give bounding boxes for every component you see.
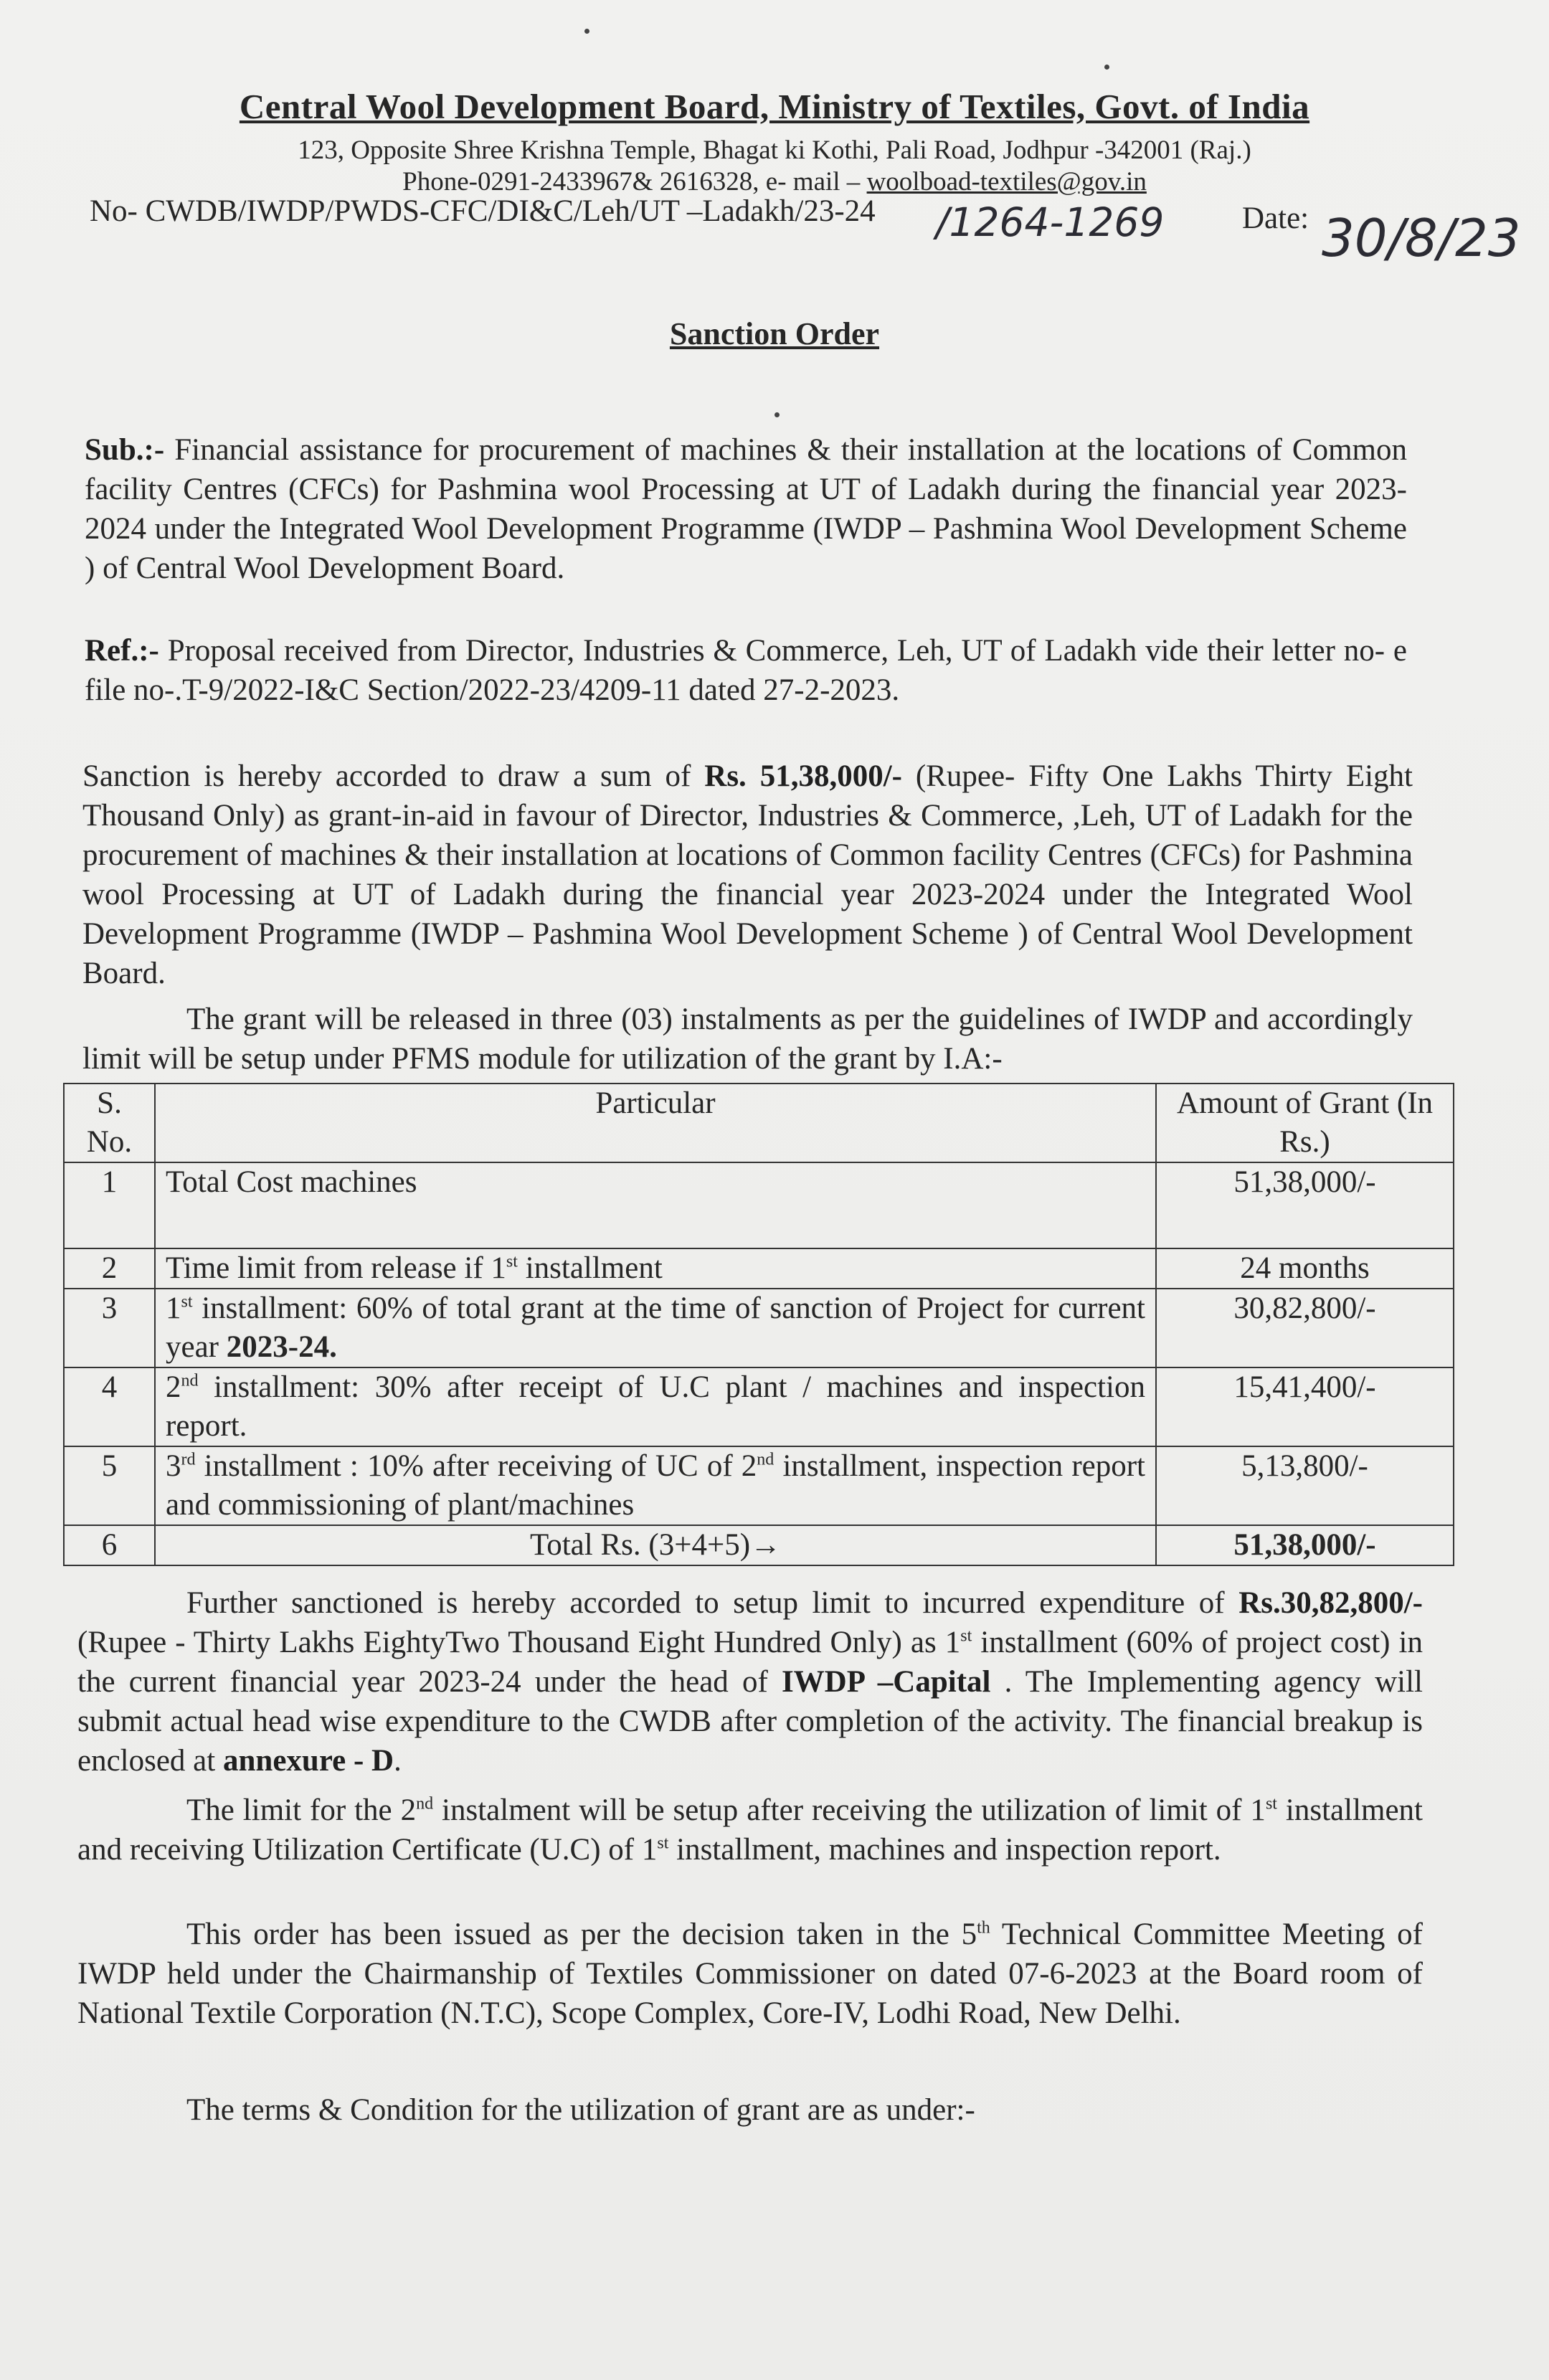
cell-text: installment : 10% after receiving of UC of 2 [195, 1449, 757, 1483]
further-amount: Rs.30,82,800/- [1238, 1586, 1423, 1620]
cell-sno: 5 [64, 1446, 155, 1525]
cell-text: 3 [166, 1449, 181, 1483]
cell-particular: Total Cost machines [155, 1162, 1156, 1248]
cell-sno: 6 [64, 1525, 155, 1565]
superscript: th [977, 1918, 990, 1938]
sanction-paragraph [82, 757, 1413, 993]
phone-text: Phone-0291-2433967& 2616328, e- mail – [402, 167, 867, 196]
cell-amount: 30,82,800/- [1156, 1289, 1454, 1367]
cell-particular [155, 1446, 1156, 1525]
text: (Rupee - Thirty Lakhs EightyTwo Thousand Eight Hundred Only) as 1 [77, 1626, 961, 1659]
budget-head: IWDP –Capital [781, 1665, 991, 1699]
header-amount: Amount of Grant (In Rs.) [1156, 1084, 1454, 1162]
subject-paragraph [85, 430, 1407, 588]
paper-speck [1104, 65, 1109, 70]
limit-paragraph [77, 1791, 1423, 1869]
sanction-amount: Rs. 51,38,000/- [704, 759, 902, 793]
cell-superscript: st [506, 1252, 518, 1271]
cell-amount: 51,38,000/- [1156, 1162, 1454, 1248]
superscript: st [1265, 1794, 1277, 1814]
paper-speck [774, 412, 780, 417]
superscript: nd [416, 1794, 434, 1814]
superscript: st [657, 1834, 669, 1853]
text: . The Implementing agency will submit actual head wise expenditure to the CWDB after completion of the activity. The financial breakup is enclosed at [77, 1665, 1423, 1778]
subject-text: Financial assistance for procurement of machines & their installation at the locations of Common facility Centres (CFCs) for Pashmina wool Processing at UT of Ladakh during the financial year 2023-2024 under the Integrated Wool Development Programme (IWDP – Pashmina Wool Development Scheme ) of Central Wool Development Board. [85, 433, 1407, 585]
text: . [394, 1744, 402, 1778]
organization-address: 123, Opposite Shree Krishna Temple, Bhagat ki Kothi, Pali Road, Jodhpur -342001 (Raj.) [298, 136, 1251, 165]
cell-total-amount: 51,38,000/- [1156, 1525, 1454, 1565]
reference-paragraph [85, 631, 1407, 710]
header-particular: Particular [155, 1084, 1156, 1162]
cell-particular [155, 1248, 1156, 1289]
cell-text: 2 [166, 1370, 181, 1404]
table-header-row [64, 1084, 1454, 1162]
text: The limit for the 2 [186, 1793, 417, 1827]
cell-text: installment: 60% of total grant at the time of sanction of Project for current year [166, 1291, 1145, 1364]
cell-amount: 5,13,800/- [1156, 1446, 1454, 1525]
cell-text: installment, inspection report and commissioning of plant/machines [166, 1449, 1145, 1522]
cell-sno: 2 [64, 1248, 155, 1289]
cell-amount: 15,41,400/- [1156, 1367, 1454, 1446]
table-row [64, 1289, 1454, 1367]
cell-text: installment [517, 1251, 663, 1285]
cell-total-label: Total Rs. (3+4+5)→ [155, 1525, 1156, 1565]
cell-text: Time limit from release if 1 [166, 1251, 506, 1285]
order-paragraph [77, 1915, 1423, 2033]
further-sanction-paragraph [77, 1583, 1423, 1781]
annexure-reference: annexure - D [222, 1744, 394, 1778]
header-sno: S. No. [64, 1084, 155, 1162]
cell-text: installment: 30% after receipt of U.C plant / machines and inspection report. [166, 1370, 1145, 1443]
cell-particular [155, 1289, 1156, 1367]
text: Further sanctioned is hereby accorded to setup limit to incurred expenditure of [186, 1586, 1239, 1620]
cell-sno: 4 [64, 1367, 155, 1446]
table-row [64, 1367, 1454, 1446]
table-row [64, 1248, 1454, 1289]
text: installment, machines and inspection report. [668, 1833, 1221, 1867]
text: Technical Committee Meeting of IWDP held under the Chairmanship of Textiles Commissioner on dated 07-6-2023 at the Board room of National Textile Corporation (N.T.C), Scope Complex, Core-IV, Lodhi Road, New Delhi. [77, 1917, 1423, 2030]
cell-sno: 3 [64, 1289, 155, 1367]
sanction-text-b: (Rupee- Fifty One Lakhs Thirty Eight Thousand Only) as grant-in-aid in favour of Director, Industries & Commerce, ,Leh, UT of Ladakh for the procurement of machines & their installation at locations of Common facility Centres (CFCs) for Pashmina wool Processing at UT of Ladakh during the financial year 2023-2024 under the Integrated Wool Development Programme (IWDP – Pashmina Wool Development Scheme ) of Central Wool Development Board. [82, 759, 1413, 990]
text: installment and receiving Utilization Certificate (U.C) of 1 [77, 1793, 1423, 1867]
reference-number: No- CWDB/IWDP/PWDS-CFC/DI&C/Leh/UT –Ladakh/23-24 [90, 194, 876, 228]
cell-bold-text: 2023-24. [226, 1330, 337, 1364]
contact-line [0, 166, 1549, 197]
text: installment (60% of project cost) in the current financial year 2023-24 under the head of [77, 1626, 1423, 1699]
table-row [64, 1446, 1454, 1525]
text: instalment will be setup after receiving the utilization of limit of 1 [433, 1793, 1266, 1827]
table-total-row [64, 1525, 1454, 1565]
date-label: Date: [1242, 202, 1309, 235]
terms-paragraph: The terms & Condition for the utilization of grant are as under:- [186, 2093, 975, 2127]
organization-name: Central Wool Development Board, Ministry of Textiles, Govt. of India [239, 87, 1310, 126]
cell-superscript: st [181, 1292, 193, 1312]
sanction-text-a: Sanction is hereby accorded to draw a sum of [82, 759, 705, 793]
paper-speck [584, 29, 589, 34]
cell-superscript: nd [181, 1371, 199, 1390]
text: This order has been issued as per the decision taken in the 5 [186, 1917, 977, 1951]
cell-superscript: rd [181, 1450, 196, 1469]
cell-sno: 1 [64, 1162, 155, 1248]
cell-text: 1 [166, 1291, 181, 1325]
cell-amount: 24 months [1156, 1248, 1454, 1289]
cell-superscript: nd [757, 1450, 774, 1469]
ref-text: Proposal received from Director, Industries & Commerce, Leh, UT of Ladakh vide their letter no- e file no-.T-9/2022-I&C Section/2022-23/4209-11 dated 27-2-2023. [85, 634, 1407, 707]
cell-particular [155, 1367, 1156, 1446]
superscript: st [960, 1626, 972, 1646]
grant-table [63, 1083, 1454, 1566]
email-link[interactable]: woolboad-textiles@gov.in [866, 167, 1147, 196]
subject-label: Sub.:- [85, 433, 165, 467]
page-title: Sanction Order [669, 316, 880, 351]
handwritten-date: 30/8/23 [1322, 208, 1521, 268]
handwritten-dispatch-number: /1264-1269 [936, 199, 1165, 245]
ref-label: Ref.:- [85, 634, 159, 668]
table-row [64, 1162, 1454, 1248]
grant-release-paragraph: The grant will be released in three (03) instalments as per the guidelines of IWDP and accordingly limit will be setup under PFMS module for utilization of the grant by I.A:- [82, 1002, 1413, 1076]
